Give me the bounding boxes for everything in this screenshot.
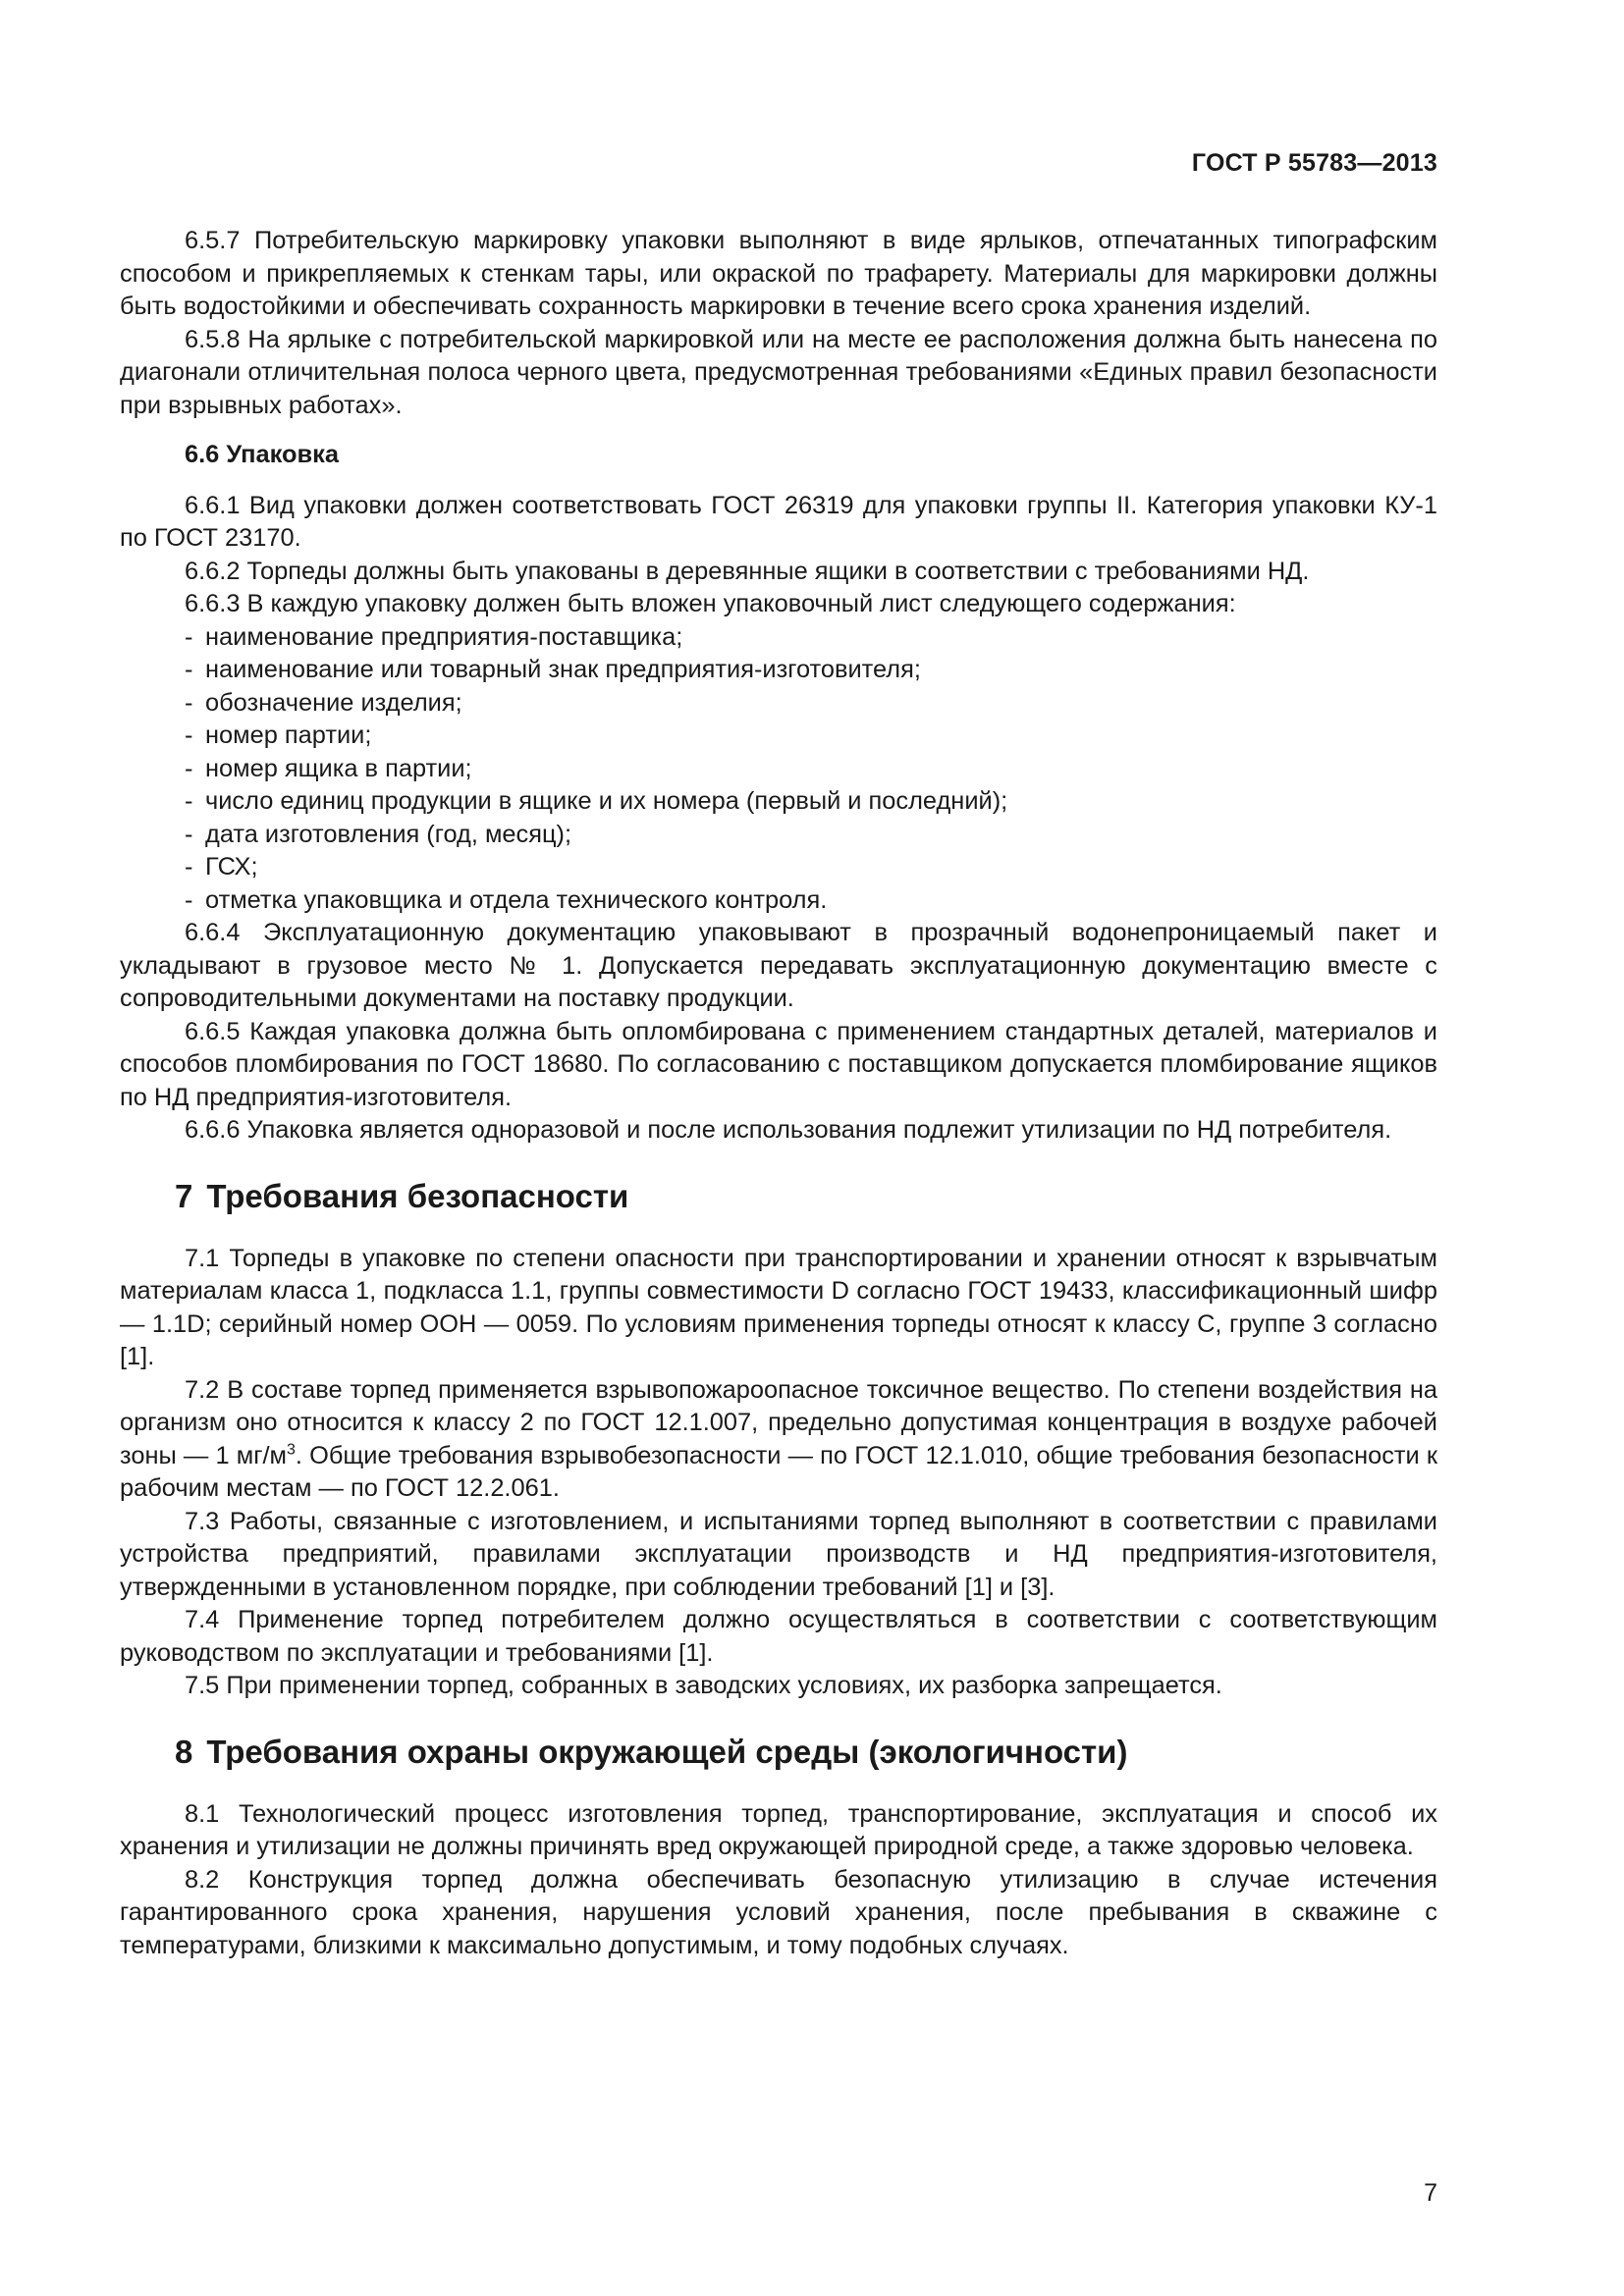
dash-marker: - bbox=[185, 721, 193, 749]
section-heading-8 bbox=[120, 1733, 1437, 1772]
paragraph-8-1: 8.1 Технологический процесс изготовления торпед, транспортирование, эксплуатация и способ их хранения и утилизации не должны причинять вред окружающей природной среде, а также здоровью человека. bbox=[120, 1799, 1437, 1860]
document-header: ГОСТ Р 55783—2013 bbox=[1191, 149, 1437, 177]
paragraph-7-2: 7.2 В составе торпед применяется взрывопожароопасное токсичное вещество. По степени воздействия на организм оно относится к классу 2 по ГОСТ 12.1.007, предельно допустимая концентрация в воздухе рабочей зоны — 1 $мг/м^3$. Общие требования взрывобезопасности — по ГОСТ 12.1.010, общие требования безопасности к рабочим местам — по ГОСТ 12.2.061. bbox=[120, 1375, 1437, 1502]
list-item: - дата изготовления (год, месяц); bbox=[120, 819, 1437, 852]
paragraph-6-6-1: 6.6.1 Вид упаковки должен соответствовать ГОСТ 26319 для упаковки группы II. Категория упаковки КУ-1 по ГОСТ 23170. bbox=[120, 491, 1437, 552]
page-number: 7 bbox=[1424, 2179, 1437, 2207]
dash-marker: - bbox=[185, 754, 193, 782]
dash-marker: - bbox=[185, 853, 193, 881]
dash-marker: - bbox=[185, 622, 193, 651]
list-item: - отметка упаковщика и отдела технического контроля. bbox=[120, 884, 1437, 918]
dash-marker: - bbox=[185, 688, 193, 717]
paragraph-7-5: 7.5 При применении торпед, собранных в заводских условиях, их разборка запрещается. bbox=[185, 1672, 1222, 1699]
list-item: - число единиц продукции в ящике и их номера (первый и последний); bbox=[120, 785, 1437, 819]
document-body bbox=[120, 225, 1437, 1962]
paragraph-7-3: 7.3 Работы, связанные с изготовлением, и испытаниями торпед выполняют в соответствии с правилами устройства предприятий, правилами эксплуатации производств и НД предприятия-изготовителя, утвержденными в установленном порядке, при соблюдении требований [1] и [3]. bbox=[120, 1507, 1437, 1601]
paragraph-6-6-6: 6.6.6 Упаковка является одноразовой и после использования подлежит утилизации по НД потребителя. bbox=[185, 1116, 1392, 1144]
list-item: - ГСХ; bbox=[120, 851, 1437, 884]
packing-list-items bbox=[120, 621, 1437, 918]
paragraph-6-6-2: 6.6.2 Торпеды должны быть упакованы в деревянные ящики в соответствии с требованиями НД. bbox=[185, 557, 1310, 585]
dash-marker: - bbox=[185, 820, 193, 848]
section-number: 7 bbox=[175, 1177, 193, 1214]
paragraph-6-5-7: 6.5.7 Потребительскую маркировку упаковки выполняют в виде ярлыков, отпечатанных типографским способом и прикрепляемых к стенкам тары, или окраской по трафарету. Материалы для маркировки должны быть водостойкими и обеспечивать сохранность маркировки в течение всего срока хранения изделий. bbox=[120, 227, 1437, 320]
paragraph-8-2: 8.2 Конструкция торпед должна обеспечивать безопасную утилизацию в случае истечения гарантированного срока хранения, нарушения условий хранения, после пребывания в скважине с температурами, близкими к максимально допустимым, и тому подобных случаях. bbox=[120, 1865, 1437, 1959]
list-item: - наименование или товарный знак предприятия-изготовителя; bbox=[120, 654, 1437, 687]
list-item: - наименование предприятия-поставщика; bbox=[120, 621, 1437, 655]
section-title: Требования безопасности bbox=[206, 1177, 629, 1214]
paragraph-6-6-3: 6.6.3 В каждую упаковку должен быть вложен упаковочный лист следующего содержания: bbox=[185, 590, 1236, 617]
list-item: - номер партии; bbox=[120, 720, 1437, 753]
paragraph-7-4: 7.4 Применение торпед потребителем должно осуществляться в соответствии с соответствующим руководством по эксплуатации и требованиями [1]. bbox=[120, 1606, 1437, 1667]
dash-marker: - bbox=[185, 656, 193, 683]
paragraph-6-6-5: 6.6.5 Каждая упаковка должна быть опломбирована с применением стандартных деталей, материалов и способов пломбирования по ГОСТ 18680. По согласованию с поставщиком допускается пломбирование ящиков по НД предприятия-изготовителя. bbox=[120, 1017, 1437, 1111]
section-title: Требования охраны окружающей среды (экологичности) bbox=[206, 1733, 1128, 1770]
list-item: - обозначение изделия; bbox=[120, 687, 1437, 721]
list-item: - номер ящика в партии; bbox=[120, 753, 1437, 786]
dash-marker: - bbox=[185, 885, 193, 914]
dash-marker: - bbox=[185, 787, 193, 815]
section-number: 8 bbox=[175, 1733, 193, 1770]
subsection-heading-6-6: 6.6 Упаковка bbox=[185, 441, 339, 468]
paragraph-7-1: 7.1 Торпеды в упаковке по степени опасности при транспортировании и хранении относят к взрывчатым материалам класса 1, подкласса 1.1, группы совместимости D согласно ГОСТ 19433, классификационный шифр — 1.1D; серийный номер ООН — 0059. По условиям применения торпеды относят к классу С, группе 3 согласно [1]. bbox=[120, 1244, 1437, 1370]
section-heading-7 bbox=[120, 1177, 1437, 1216]
paragraph-6-6-4: 6.6.4 Эксплуатационную документацию упаковывают в прозрачный водонепроницаемый пакет и укладывают в грузовое место № 1. Допускается передавать эксплуатационную документацию вместе с сопроводительными документами на поставку продукции. bbox=[120, 919, 1437, 1012]
paragraph-6-5-8: 6.5.8 На ярлыке с потребительской маркировкой или на месте ее расположения должна быть нанесена по диагонали отличительная полоса черного цвета, предусмотренная требованиями «Единых правил безопасности при взрывных работах». bbox=[120, 325, 1437, 419]
superscript: 3 bbox=[286, 1441, 296, 1459]
